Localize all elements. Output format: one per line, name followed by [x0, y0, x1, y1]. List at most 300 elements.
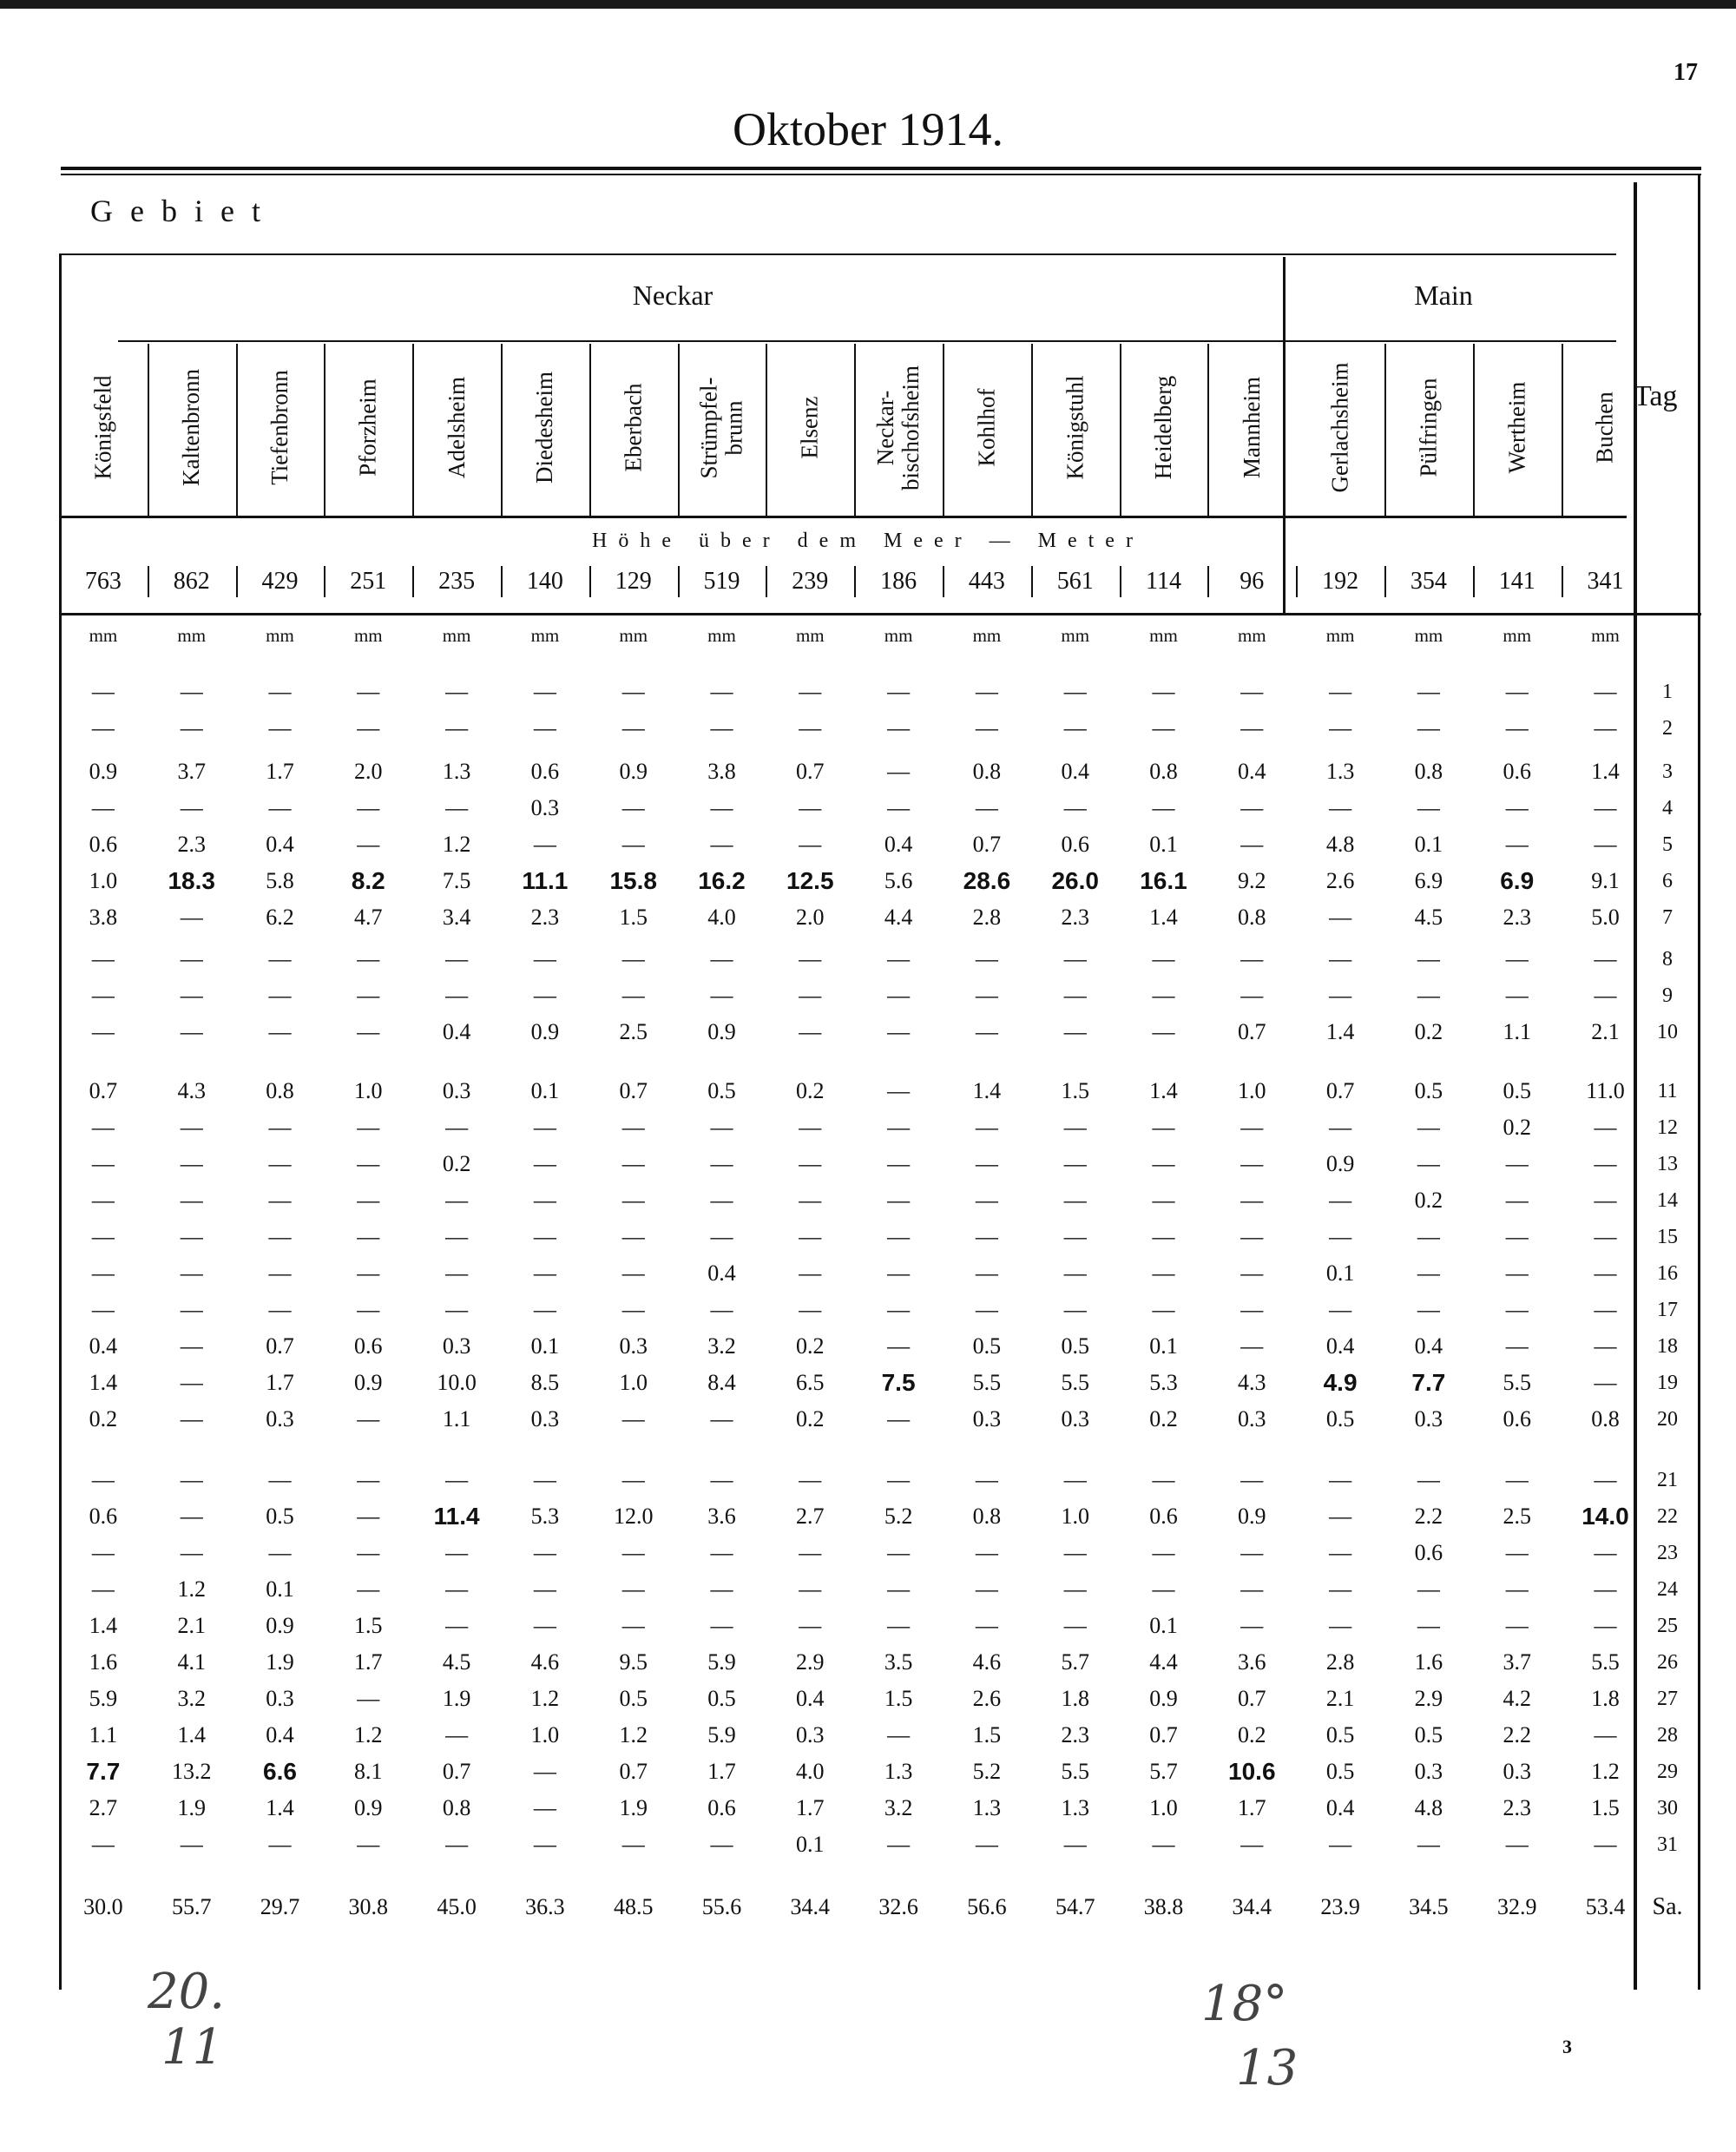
precip-cell: — [180, 795, 203, 820]
sum-cell: 34.4 [790, 1894, 831, 1919]
elevation-rule [1296, 566, 1298, 597]
precip-cell: — [357, 1832, 380, 1857]
precip-cell: — [445, 795, 469, 820]
day-number: 28 [1657, 1724, 1678, 1747]
precip-cell: — [1240, 1576, 1264, 1602]
precip-cell: 0.9 [619, 759, 648, 784]
precip-cell: — [180, 905, 203, 930]
precip-cell: 0.7 [442, 1759, 471, 1784]
precip-cell: 0.3 [266, 1406, 294, 1431]
precip-cell: — [1417, 1576, 1440, 1602]
sum-cell: 34.4 [1232, 1894, 1272, 1919]
day-number: 8 [1662, 948, 1673, 971]
precip-cell: 4.3 [177, 1078, 206, 1103]
precip-cell: — [533, 715, 556, 740]
precip-cell: — [1505, 1224, 1529, 1249]
precip-cell: 5.5 [1591, 1649, 1620, 1675]
precip-cell: 0.6 [89, 832, 118, 857]
unit-label: mm [177, 625, 207, 646]
sum-cell: 32.6 [878, 1894, 918, 1919]
precip-cell: 2.7 [796, 1504, 825, 1529]
precip-cell: — [1417, 983, 1440, 1008]
precip-cell: — [1505, 795, 1529, 820]
precip-cell: 3.2 [884, 1795, 913, 1820]
station-elevation: 140 [526, 568, 563, 595]
precip-cell: 0.8 [972, 1504, 1002, 1529]
precip-cell: — [357, 715, 380, 740]
precip-cell: 1.7 [266, 1370, 294, 1395]
footer-mark: 3 [1562, 2036, 1572, 2057]
day-number: 25 [1657, 1615, 1678, 1637]
day-number: 3 [1662, 760, 1673, 783]
precip-cell: 1.0 [1061, 1504, 1089, 1529]
precip-cell: — [1417, 1832, 1440, 1857]
precip-cell: 0.3 [442, 1333, 471, 1359]
precip-cell: — [1329, 1832, 1352, 1857]
precip-cell: — [621, 795, 645, 820]
precip-cell: — [621, 1297, 645, 1322]
day-number: 27 [1657, 1688, 1678, 1710]
precip-cell: — [1240, 715, 1264, 740]
precip-cell: — [180, 1333, 203, 1359]
precip-cell: 0.9 [354, 1370, 383, 1395]
precip-cell: 0.4 [442, 1019, 471, 1044]
precip-cell: 1.4 [177, 1722, 206, 1747]
precip-cell: 4.8 [1325, 832, 1355, 857]
precip-cell: — [180, 1115, 203, 1140]
precip-cell: — [1505, 1333, 1529, 1359]
precip-cell: — [91, 1260, 115, 1286]
precip-cell: — [887, 1297, 911, 1322]
precip-cell: — [1594, 1467, 1617, 1492]
precip-cell: — [1329, 983, 1352, 1008]
precip-cell: 0.6 [707, 1795, 736, 1820]
day-number: 19 [1657, 1372, 1678, 1394]
precip-cell: — [975, 1151, 998, 1176]
precip-cell: 1.2 [1591, 1759, 1620, 1784]
station-name-cell [589, 343, 678, 512]
precip-cell: 0.9 [1238, 1504, 1266, 1529]
precip-cell: — [975, 1297, 998, 1322]
sum-cell: 53.4 [1585, 1894, 1626, 1919]
station-name: Neckar- bischofsheim [872, 365, 924, 490]
precip-cell: — [975, 1188, 998, 1213]
gebiet-rule [61, 253, 1616, 255]
precip-cell: 0.6 [1414, 1540, 1443, 1565]
precip-cell: 2.8 [972, 905, 1002, 930]
precip-cell: — [887, 759, 911, 784]
precip-cell: — [799, 1019, 822, 1044]
precip-cell: 0.8 [1591, 1406, 1620, 1431]
precip-cell: 2.3 [1503, 905, 1531, 930]
precip-cell: — [180, 1540, 203, 1565]
station-elevation: 341 [1587, 568, 1624, 595]
station-name: Königsfeld [89, 375, 116, 480]
precip-cell: — [1240, 1297, 1264, 1322]
precip-cell: 1.5 [354, 1613, 383, 1638]
precip-cell: 3.5 [884, 1649, 913, 1675]
precip-cell: — [91, 1188, 115, 1213]
precip-cell: 2.9 [1414, 1686, 1443, 1711]
precip-cell: — [1505, 715, 1529, 740]
precip-cell: 0.2 [1149, 1406, 1178, 1431]
precip-cell: — [445, 1188, 469, 1213]
precip-cell: — [799, 679, 822, 704]
precip-cell: 1.2 [442, 832, 471, 857]
station-elevation: 519 [703, 568, 740, 595]
station-name-cell [148, 343, 236, 512]
station-name-cell [59, 343, 148, 512]
precip-cell: 2.3 [1061, 905, 1089, 930]
precip-cell: — [91, 1576, 115, 1602]
precip-cell: — [1329, 905, 1352, 930]
precip-cell: 0.6 [1503, 1406, 1531, 1431]
sum-cell: 45.0 [437, 1894, 477, 1919]
precip-cell: — [799, 795, 822, 820]
precip-cell: 0.7 [89, 1078, 118, 1103]
precip-cell: — [533, 1224, 556, 1249]
precip-cell: 2.3 [530, 905, 560, 930]
precip-cell: — [445, 1297, 469, 1322]
precip-cell: — [975, 679, 998, 704]
precip-cell: — [1152, 715, 1175, 740]
precip-cell: — [1417, 946, 1440, 971]
precip-cell: 0.3 [972, 1406, 1002, 1431]
precip-cell: — [1152, 1151, 1175, 1176]
precip-cell: 0.5 [1325, 1406, 1355, 1431]
precip-cell: 0.5 [707, 1686, 736, 1711]
precip-cell: 0.9 [1325, 1151, 1355, 1176]
precip-cell: — [268, 1188, 292, 1213]
precip-cell: — [1505, 983, 1529, 1008]
precip-cell: 7.5 [881, 1369, 916, 1396]
precip-cell: 1.0 [619, 1370, 648, 1395]
precip-cell: 0.1 [530, 1078, 560, 1103]
day-number: 14 [1657, 1189, 1678, 1212]
precip-cell: — [1152, 1540, 1175, 1565]
precip-cell: 0.3 [1503, 1759, 1531, 1784]
precip-cell: 5.9 [707, 1649, 736, 1675]
precip-cell: 0.3 [1414, 1406, 1443, 1431]
precip-cell: — [887, 679, 911, 704]
precip-cell: 1.0 [530, 1722, 560, 1747]
precip-cell: — [1329, 1224, 1352, 1249]
day-number: 20 [1657, 1408, 1678, 1431]
precip-cell: 6.2 [266, 905, 294, 930]
elevation-rule [1473, 566, 1475, 597]
precip-cell: 4.6 [530, 1649, 560, 1675]
precip-cell: 0.9 [1149, 1686, 1178, 1711]
precip-cell: 0.7 [619, 1078, 648, 1103]
precip-cell: — [1329, 679, 1352, 704]
precip-cell: — [887, 1613, 911, 1638]
precip-cell: — [799, 832, 822, 857]
precip-cell: 2.5 [619, 1019, 648, 1044]
precip-cell: 8.1 [354, 1759, 383, 1784]
station-name-cell [1296, 343, 1384, 512]
precip-cell: — [180, 1467, 203, 1492]
precip-cell: — [799, 1115, 822, 1140]
day-number: 10 [1657, 1021, 1678, 1043]
precip-cell: 5.7 [1149, 1759, 1178, 1784]
station-elevation: 239 [792, 568, 829, 595]
precip-cell: — [1063, 679, 1087, 704]
precip-cell: 0.3 [619, 1333, 648, 1359]
precip-cell: — [357, 795, 380, 820]
precip-cell: 0.2 [796, 1078, 825, 1103]
precip-cell: 0.8 [1414, 759, 1443, 784]
precip-cell: — [533, 1540, 556, 1565]
precip-cell: — [1594, 832, 1617, 857]
station-name-cell [1562, 343, 1650, 512]
precip-cell: — [1152, 946, 1175, 971]
precip-cell: 0.3 [1061, 1406, 1089, 1431]
precip-cell: 9.1 [1591, 868, 1620, 893]
precip-cell: — [445, 1115, 469, 1140]
precip-cell: — [1594, 795, 1617, 820]
precip-cell: — [887, 1467, 911, 1492]
page-number: 17 [1674, 59, 1698, 86]
precip-cell: — [268, 1224, 292, 1249]
station-name: Eberbach [620, 383, 647, 472]
precip-cell: — [1240, 946, 1264, 971]
precip-cell: 4.4 [884, 905, 913, 930]
top-border [0, 0, 1736, 9]
precip-cell: 4.9 [1323, 1369, 1358, 1396]
precip-cell: — [1594, 1115, 1617, 1140]
precip-cell: 26.0 [1051, 867, 1099, 894]
precip-cell: — [445, 1260, 469, 1286]
region-main: Main [1414, 280, 1473, 311]
precip-cell: — [1594, 1297, 1617, 1322]
precip-cell: — [357, 1297, 380, 1322]
precip-cell: — [799, 1151, 822, 1176]
precip-cell: — [887, 1832, 911, 1857]
unit-label: mm [1149, 625, 1178, 646]
precip-cell: — [887, 1722, 911, 1747]
precip-cell: — [1505, 1188, 1529, 1213]
precip-cell: 1.1 [1503, 1019, 1531, 1044]
unit-label: mm [795, 625, 825, 646]
precip-cell: — [887, 1224, 911, 1249]
precip-cell: — [887, 795, 911, 820]
precip-cell: 11.0 [1586, 1078, 1625, 1103]
elevation-rule [678, 566, 680, 597]
elevation-rule [943, 566, 944, 597]
precip-cell: — [268, 1019, 292, 1044]
sum-cell: 30.8 [348, 1894, 389, 1919]
station-elevation: 561 [1056, 568, 1094, 595]
precip-cell: 1.9 [619, 1795, 648, 1820]
unit-label: mm [1414, 625, 1443, 646]
precip-cell: 0.5 [972, 1333, 1002, 1359]
precip-cell: — [710, 1297, 733, 1322]
unit-label: mm [89, 625, 118, 646]
precip-cell: 2.3 [177, 832, 206, 857]
precip-cell: — [91, 946, 115, 971]
precip-cell: 1.6 [89, 1649, 118, 1675]
precip-cell: — [799, 1613, 822, 1638]
precip-cell: — [1063, 1019, 1087, 1044]
elevation-rule [1031, 566, 1033, 597]
precip-cell: — [533, 1151, 556, 1176]
precip-cell: — [1240, 1188, 1264, 1213]
precip-cell: 2.7 [89, 1795, 118, 1820]
station-name-cell [943, 343, 1031, 512]
precip-cell: 0.2 [1238, 1722, 1266, 1747]
precip-cell: — [533, 1832, 556, 1857]
precip-cell: 0.4 [266, 1722, 294, 1747]
precip-cell: — [1594, 946, 1617, 971]
precip-cell: — [975, 795, 998, 820]
precip-cell: 5.5 [1061, 1370, 1089, 1395]
day-number: 13 [1657, 1153, 1678, 1175]
precip-cell: 0.4 [884, 832, 913, 857]
precip-cell: 0.6 [89, 1504, 118, 1529]
precip-cell: — [799, 715, 822, 740]
precip-cell: — [621, 1188, 645, 1213]
precip-cell: — [533, 679, 556, 704]
precip-cell: 0.4 [1238, 759, 1266, 784]
precip-cell: 7.7 [1411, 1369, 1446, 1396]
precip-cell: — [1240, 1115, 1264, 1140]
precip-cell: 2.3 [1503, 1795, 1531, 1820]
station-elevation: 235 [438, 568, 476, 595]
station-elevation: 251 [350, 568, 387, 595]
precip-cell: — [1063, 983, 1087, 1008]
station-elevation: 763 [84, 568, 122, 595]
precip-cell: 1.2 [354, 1722, 383, 1747]
precip-cell: — [975, 1260, 998, 1286]
precip-cell: — [1152, 1297, 1175, 1322]
precip-cell: — [180, 1260, 203, 1286]
precip-cell: — [710, 795, 733, 820]
precip-cell: — [1594, 1260, 1617, 1286]
precip-cell: 5.3 [530, 1504, 560, 1529]
precip-cell: 3.7 [1503, 1649, 1531, 1675]
precip-cell: — [1240, 679, 1264, 704]
station-name: Strümpfel- brunn [695, 377, 747, 478]
precip-cell: 0.2 [89, 1406, 118, 1431]
precip-cell: 1.9 [442, 1686, 471, 1711]
precip-cell: — [1329, 1504, 1352, 1529]
precip-cell: — [1152, 1188, 1175, 1213]
precip-cell: — [621, 832, 645, 857]
precip-cell: 1.4 [1591, 759, 1620, 784]
precip-cell: — [1594, 1370, 1617, 1395]
precip-cell: 0.8 [1149, 759, 1178, 784]
precip-cell: 4.3 [1238, 1370, 1266, 1395]
sum-cell: 36.3 [525, 1894, 565, 1919]
station-name: Königstuhl [1062, 375, 1088, 480]
precip-cell: — [1505, 832, 1529, 857]
sum-cell: 30.0 [83, 1894, 123, 1919]
precip-cell: — [975, 1832, 998, 1857]
precip-cell: 11.1 [522, 867, 569, 894]
station-elevation: 443 [968, 568, 1005, 595]
day-number: 9 [1662, 984, 1673, 1007]
precip-cell: — [357, 1576, 380, 1602]
top-double-rule-a [61, 167, 1701, 170]
precip-cell: — [445, 983, 469, 1008]
precip-cell: — [1240, 1151, 1264, 1176]
precip-cell: 1.8 [1591, 1686, 1620, 1711]
unit-label: mm [884, 625, 913, 646]
precip-cell: — [180, 1370, 203, 1395]
day-number: 26 [1657, 1651, 1678, 1674]
header-bottom-rule [61, 613, 1701, 615]
precip-cell: — [357, 832, 380, 857]
station-name-cell [236, 343, 325, 512]
precip-cell: — [1417, 715, 1440, 740]
precip-cell: 5.5 [972, 1370, 1002, 1395]
precip-cell: 0.2 [1414, 1188, 1443, 1213]
precip-cell: 12.0 [613, 1504, 654, 1529]
sum-cell: 48.5 [613, 1894, 654, 1919]
precip-cell: 18.3 [168, 867, 215, 894]
precip-cell: — [975, 983, 998, 1008]
precip-cell: 0.6 [530, 759, 560, 784]
precip-cell: — [621, 1115, 645, 1140]
precip-cell: — [710, 1467, 733, 1492]
precip-cell: — [91, 1151, 115, 1176]
precip-cell: 0.4 [89, 1333, 118, 1359]
precip-cell: 0.4 [707, 1260, 736, 1286]
precip-cell: — [180, 983, 203, 1008]
precip-cell: — [357, 1406, 380, 1431]
precip-cell: — [445, 1576, 469, 1602]
day-number: 4 [1662, 797, 1673, 819]
precip-cell: 2.1 [177, 1613, 206, 1638]
precip-cell: — [975, 1613, 998, 1638]
precip-cell: — [1417, 1613, 1440, 1638]
precip-cell: — [91, 1224, 115, 1249]
precip-cell: — [180, 1504, 203, 1529]
precip-cell: — [1152, 1224, 1175, 1249]
precip-cell: — [1063, 1115, 1087, 1140]
unit-label: mm [972, 625, 1002, 646]
day-number: 23 [1657, 1542, 1678, 1564]
area-label: Gebiet [90, 194, 278, 228]
precip-cell: 0.1 [1149, 832, 1178, 857]
precip-cell: — [799, 1260, 822, 1286]
precip-cell: — [445, 715, 469, 740]
unit-label: mm [1061, 625, 1090, 646]
precip-cell: 6.5 [796, 1370, 825, 1395]
precip-cell: — [1152, 1260, 1175, 1286]
precip-cell: — [799, 1297, 822, 1322]
precip-cell: 2.5 [1503, 1504, 1531, 1529]
station-name: Kohlhof [973, 388, 1000, 467]
precip-cell: — [710, 1224, 733, 1249]
precip-cell: — [180, 1406, 203, 1431]
precip-cell: — [445, 1467, 469, 1492]
precip-cell: 4.8 [1414, 1795, 1443, 1820]
precip-cell: 2.0 [354, 759, 383, 784]
precip-cell: — [268, 1832, 292, 1857]
precip-cell: 4.4 [1149, 1649, 1178, 1675]
station-elevation: 862 [173, 568, 210, 595]
precip-cell: — [1505, 1576, 1529, 1602]
precip-cell: — [91, 1019, 115, 1044]
precip-cell: — [1505, 1151, 1529, 1176]
precip-cell: — [621, 1576, 645, 1602]
precip-cell: — [887, 1406, 911, 1431]
precip-cell: 1.0 [1149, 1795, 1178, 1820]
precip-cell: — [180, 946, 203, 971]
precip-cell: — [887, 1078, 911, 1103]
precip-cell: 1.2 [619, 1722, 648, 1747]
